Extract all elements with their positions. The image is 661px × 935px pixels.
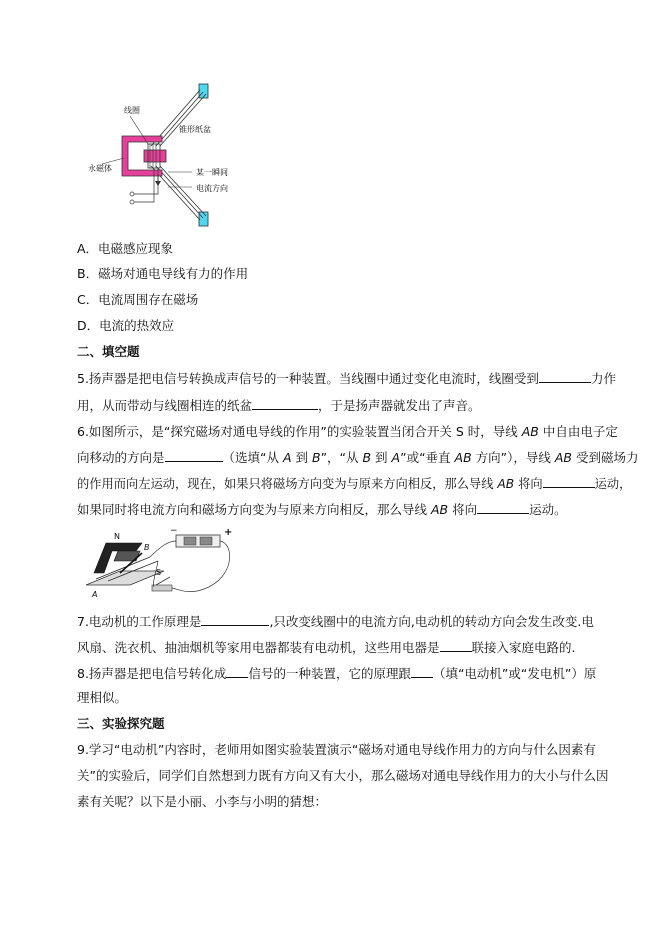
- label-current-direction: 电流方向: [196, 184, 228, 193]
- q7-text-2b: 联接入家庭电路的.: [471, 640, 576, 655]
- question-9-line-3: 素有关呢？以下是小丽、小李与小明的猜想：: [77, 794, 328, 809]
- q6-text-2b: （选填“从: [222, 450, 283, 465]
- q6-text-2e: 方向”），导线: [471, 450, 555, 465]
- q7-text-1b: ,只改变线圈中的电流方向,电动机的转动方向会发生改变.电: [269, 614, 594, 629]
- q6-ab-5: AB: [430, 502, 449, 517]
- question-6-line-4: [77, 499, 567, 520]
- q7-blank-1[interactable]: [201, 611, 269, 626]
- magnetic-force-experiment-diagram: [84, 527, 244, 609]
- question-9-line-1: 9.学习“电动机”内容时，老师用如图实验装置演示“磁场对通电导线作用力的方向与什么因素有: [77, 742, 596, 757]
- q7-text-2a: 风扇、洗衣机、抽油烟机等家用电器都装有电动机，这些用电器是: [77, 640, 440, 655]
- q8-blank-2[interactable]: [411, 663, 433, 678]
- q6-a-2: A: [391, 450, 401, 465]
- question-6-line-1: [77, 422, 618, 442]
- section-title-experiment: 三、实验探究题: [77, 716, 165, 731]
- q6-blank-1[interactable]: [165, 447, 223, 462]
- label-a: A: [92, 590, 98, 599]
- question-8-line-2: 理相似。: [77, 690, 128, 705]
- q6-blank-3[interactable]: [477, 499, 529, 514]
- q6-b-2: B: [362, 450, 372, 465]
- q8-blank-1[interactable]: [226, 663, 248, 678]
- q6-text-2a: 向移动的方向是: [77, 450, 165, 465]
- label-s: S: [156, 568, 162, 577]
- q5-blank-1[interactable]: [539, 368, 591, 383]
- question-8-line-1: [77, 663, 596, 684]
- q5-text-1b: 力作: [590, 371, 616, 386]
- question-7-line-2: [77, 637, 576, 658]
- question-6-line-2: [77, 447, 638, 468]
- cone-top-edge: [199, 84, 208, 98]
- q5-blank-2[interactable]: [252, 395, 318, 410]
- q7-text-1a: 7.电动机的工作原理是: [77, 614, 202, 629]
- question-7-line-1: [77, 611, 594, 632]
- question-5-line-2: [77, 395, 481, 416]
- q6-b-1: B: [311, 450, 321, 465]
- option-a: A．电磁感应现象: [77, 241, 174, 256]
- label-moment: 某一瞬间: [196, 168, 228, 177]
- switch: [152, 585, 172, 591]
- cone-bottom-edge: [199, 212, 208, 226]
- q6-to-1: 到: [291, 450, 312, 465]
- q6-text-3b: 将向: [514, 477, 543, 491]
- question-5-line-1: [77, 368, 616, 389]
- q6-text-4a: 如果同时将电流方向和磁场方向变为与原来方向相反，那么导线: [77, 502, 431, 517]
- label-b: B: [144, 543, 150, 552]
- q8-text-1b: 信号的一种装置，它的原理跟: [248, 666, 411, 681]
- label-minus: −: [170, 527, 178, 536]
- q6-ab-1: AB: [521, 424, 539, 439]
- q6-text-2f: 受到磁场力: [572, 450, 639, 465]
- label-magnet: 永磁体: [88, 164, 112, 173]
- q6-ab-4: AB: [497, 477, 515, 491]
- q5-text-1a: 5.扬声器是把电信号转换成声信号的一种装置。当线圈中通过变化电流时，线圈受到: [77, 371, 539, 386]
- q7-blank-2[interactable]: [440, 637, 472, 652]
- label-plus: +: [224, 527, 233, 538]
- option-c: C．电流周围存在磁场: [77, 292, 199, 307]
- section-title-fill-blank: 二、填空题: [77, 344, 140, 359]
- question-9-line-2: 关”的实验后，同学们自然想到力既有方向又有大小，那么磁场对通电导线作用力的大小与什么因: [77, 768, 609, 783]
- q6-text-2d: ”或“垂直: [400, 450, 455, 465]
- q5-text-2b: ，于是扬声器就发出了声音。: [318, 398, 481, 413]
- label-cone: 锥形纸盆: [179, 125, 211, 134]
- q6-text-3a: 的作用而向左运动，现在，如果只将磁场方向变为与原来方向相反，那么导线: [77, 477, 498, 491]
- q8-text-1c: （填“电动机”或“发电机”）原: [432, 666, 597, 681]
- q6-text-2c: ”，“从: [320, 450, 363, 465]
- option-b: B．磁场对通电导线有力的作用: [77, 266, 249, 281]
- q6-text-3c: 运动，: [594, 477, 632, 491]
- q6-ab-3: AB: [554, 450, 572, 465]
- q8-text-1a: 8.扬声器是把电信号转化成: [77, 666, 227, 681]
- option-d: D．电流的热效应: [77, 318, 175, 333]
- battery-box: [176, 535, 220, 547]
- q6-text-4c: 运动。: [529, 502, 567, 517]
- q5-text-2a: 用，从而带动与线圈相连的纸盆: [77, 398, 253, 413]
- q6-a-1: A: [282, 450, 292, 465]
- q6-text-1a: 6.如图所示，是“探究磁场对通电导线的作用”的实验装置当闭合开关 S 时，导线: [77, 424, 522, 439]
- q6-blank-2[interactable]: [543, 473, 595, 488]
- q6-text-1b: 中自由电子定: [538, 424, 618, 439]
- q6-to-2: 到: [371, 450, 392, 465]
- question-6-line-3: [77, 473, 631, 494]
- label-n-pole: N: [114, 532, 120, 541]
- loudspeaker-diagram: [88, 82, 228, 232]
- q6-text-4b: 将向: [448, 502, 478, 517]
- label-coil: 线圈: [124, 106, 140, 115]
- q6-ab-2: AB: [454, 450, 472, 465]
